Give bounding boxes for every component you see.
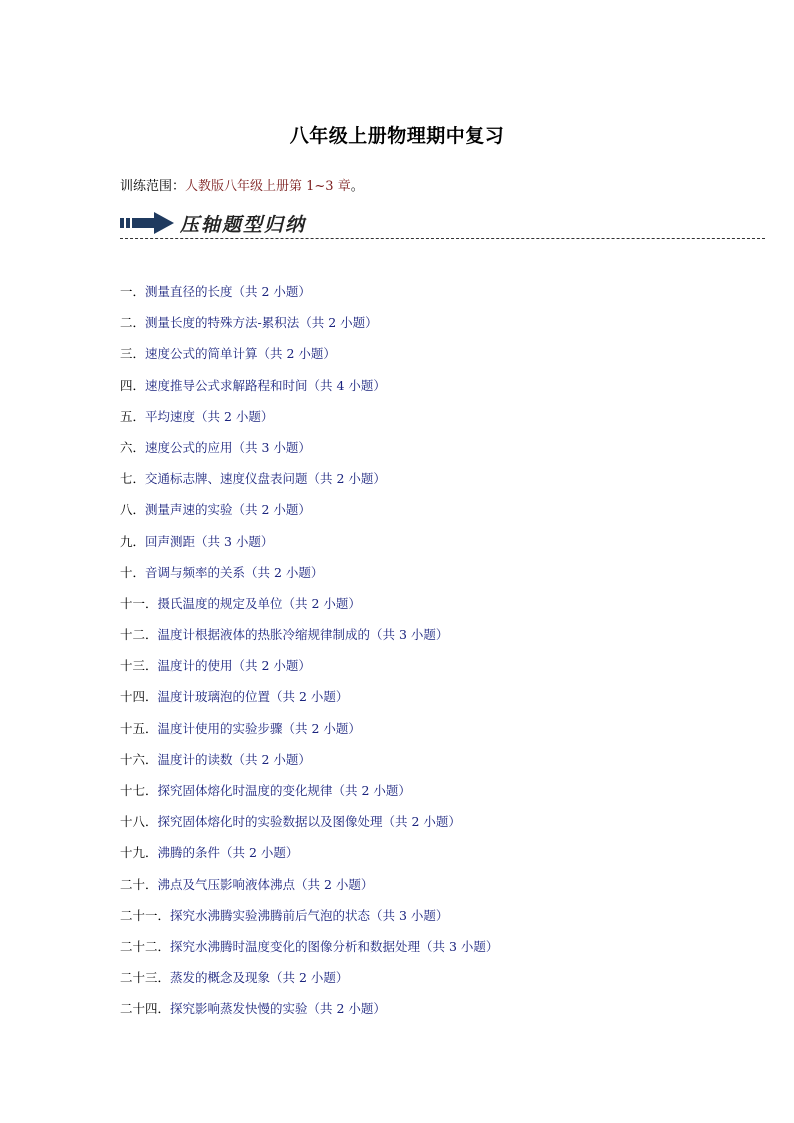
topic-number: 十． <box>120 564 146 580</box>
dashed-divider <box>120 238 765 239</box>
topic-number: 一． <box>120 284 146 299</box>
topic-number: 十二． <box>120 627 158 643</box>
topic-number: 八． <box>120 502 146 518</box>
topic-title: 探究水沸腾实验沸腾前后气泡的状态（共 3 小题） <box>170 907 449 923</box>
topic-number: 十四． <box>120 689 158 705</box>
topic-title: 探究影响蒸发快慢的实验（共 2 小题） <box>170 1001 386 1017</box>
topic-number: 三． <box>120 346 146 362</box>
topic-title: 音调与频率的关系（共 2 小题） <box>145 564 324 580</box>
topic-title: 温度计玻璃泡的位置（共 2 小题） <box>157 689 349 705</box>
scope-label: 训练范围： <box>120 179 186 194</box>
topic-title: 测量长度的特殊方法-累积法（共 2 小题） <box>145 315 378 331</box>
scope-end: 。 <box>350 179 364 194</box>
section-banner <box>120 208 765 244</box>
topic-number: 五． <box>120 408 146 424</box>
list-item <box>120 281 498 312</box>
topic-number: 十八． <box>120 814 158 830</box>
topic-number: 十九． <box>120 845 158 861</box>
topic-number: 二十二． <box>120 938 171 954</box>
page-title: 八年级上册物理期中复习 <box>289 125 505 147</box>
list-item <box>120 375 498 406</box>
list-item <box>120 686 498 717</box>
topic-number: 二十三． <box>120 970 171 986</box>
topic-number: 十七． <box>120 783 158 798</box>
list-item <box>120 967 498 998</box>
topic-title: 交通标志牌、速度仪盘表问题（共 2 小题） <box>145 471 386 487</box>
topic-title: 平均速度（共 2 小题） <box>145 408 274 424</box>
list-item <box>120 406 498 437</box>
topic-number: 二十四． <box>120 1001 171 1017</box>
topic-title: 沸点及气压影响液体沸点（共 2 小题） <box>157 876 374 892</box>
list-item <box>120 624 498 655</box>
topic-number: 二． <box>120 315 146 331</box>
topic-title: 探究水沸腾时温度变化的图像分析和数据处理（共 3 小题） <box>170 938 499 954</box>
topic-title: 沸腾的条件（共 2 小题） <box>157 845 299 861</box>
topic-title: 探究固体熔化时的实验数据以及图像处理（共 2 小题） <box>157 814 461 830</box>
topic-number: 十六． <box>120 751 158 767</box>
topic-title: 温度计使用的实验步骤（共 2 小题） <box>157 720 361 736</box>
topic-number: 二十一． <box>120 907 171 923</box>
scope-value: 人教版八年级上册第 1~3 章 <box>185 179 351 194</box>
topic-title: 温度计的读数（共 2 小题） <box>157 751 311 767</box>
topic-number: 十三． <box>120 658 158 674</box>
list-item <box>120 718 498 749</box>
list-item <box>120 811 498 842</box>
list-item <box>120 655 498 686</box>
list-item <box>120 562 498 593</box>
list-item <box>120 874 498 905</box>
topic-title: 温度计根据液体的热胀冷缩规律制成的（共 3 小题） <box>157 627 449 643</box>
list-item <box>120 531 498 562</box>
list-item <box>120 780 498 811</box>
list-item <box>120 842 498 873</box>
training-scope <box>120 175 364 194</box>
topic-title: 测量声速的实验（共 2 小题） <box>145 502 311 518</box>
topic-number: 十一． <box>120 595 158 611</box>
topic-number: 九． <box>120 533 146 549</box>
topic-number: 六． <box>120 439 146 455</box>
list-item <box>120 593 498 624</box>
list-item <box>120 312 498 343</box>
list-item <box>120 749 498 780</box>
topic-title: 摄氏温度的规定及单位（共 2 小题） <box>157 595 361 611</box>
list-item <box>120 468 498 499</box>
list-item <box>120 905 498 936</box>
topic-title: 速度公式的应用（共 3 小题） <box>145 439 311 455</box>
topic-number: 十五． <box>120 720 158 736</box>
list-item <box>120 343 498 374</box>
topic-title: 测量直径的长度（共 2 小题） <box>145 284 311 299</box>
topic-title: 蒸发的概念及现象（共 2 小题） <box>170 970 349 986</box>
topic-number: 七． <box>120 471 146 487</box>
list-item <box>120 998 498 1029</box>
banner-title: 压轴题型归纳 <box>180 214 307 236</box>
topic-title: 探究固体熔化时温度的变化规律（共 2 小题） <box>157 783 411 798</box>
topic-title: 速度推导公式求解路程和时间（共 4 小题） <box>145 377 386 393</box>
topic-title: 温度计的使用（共 2 小题） <box>157 658 311 674</box>
topic-title: 速度公式的简单计算（共 2 小题） <box>145 346 336 362</box>
topic-number: 二十． <box>120 876 158 892</box>
list-item <box>120 499 498 530</box>
list-item <box>120 437 498 468</box>
topic-title: 回声测距（共 3 小题） <box>145 533 274 549</box>
arrow-right-icon <box>120 212 174 234</box>
topic-list <box>120 281 498 1030</box>
list-item <box>120 936 498 967</box>
topic-number: 四． <box>120 377 146 393</box>
